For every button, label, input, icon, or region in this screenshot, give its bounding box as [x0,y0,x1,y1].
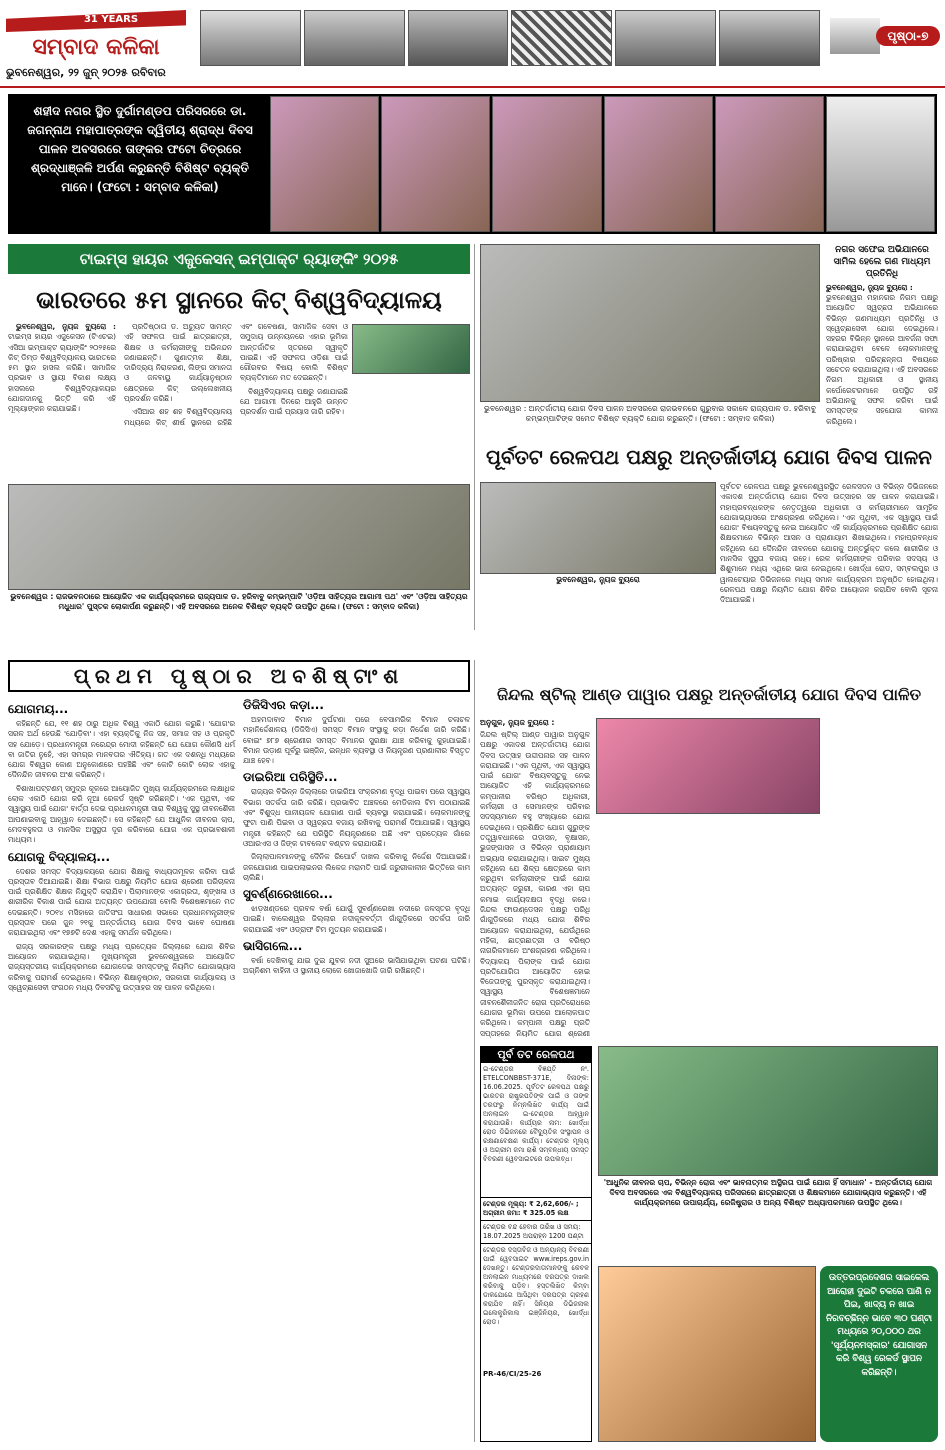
record-text: ଉତ୍ତରପ୍ରଦେଶର ସାଇକେଲ ଆରୋହୀ ଦୁଇଟି ଚକରେ ପାଣି ନ ପିଇ, ଖାଦ୍ୟ ନ ଖାଇ ନିରବଚ୍ଛିନ୍ନ ଭାବେ ୩୦ ଘଣ୍ଟା ମଧ୍ୟରେ ୨୦,୦୦୦ ଥର 'ସୂର୍ଯ୍ୟନମସ୍କାର' ଯୋଗାସନ କରି ବିଶ୍ୱ ରେକର୍ଡ ସ୍ଥାପନ କରିଛନ୍ତି। [825,1273,933,1378]
kiit-headline: ଭାରତରେ ୫ମ ସ୍ଥାନରେ କିଟ୍ ବିଶ୍ୱବିଦ୍ୟାଳୟ [36,286,442,314]
handcraft-photo [408,10,509,66]
record-box [820,1266,938,1442]
record-holder-photo [598,1266,816,1442]
jump-title-3: ଡିଜିସିଏର କଡ଼ା... [243,698,324,712]
jump-text-3: ଅହମଦାବାଦ ବିମାନ ଦୁର୍ଘଟଣା ପରେ ବେସାମରିକ ବିମାନ ଚଳାଚଳ ମହାନିର୍ଦ୍ଦେଶାଳୟ (ଡିଜିସିଏ) ସମସ୍ତ ବିମାନ ସଂସ୍ଥାକୁ କଡ଼ା ନିର୍ଦ୍ଦେଶ ଜାରି କରିଛି। ବୋଇଂ ୭୮୭ ଶ୍ରେଣୀର ସମସ୍ତ ବିମାନର ସୁରକ୍ଷା ଯାଞ୍ଚ କରିବାକୁ କୁହାଯାଇଛି। ବିମାନ ଉଡ଼ାଣ ପୂର୍ବରୁ ଇଞ୍ଜିନ, ଇନ୍ଧନ ବ୍ୟବସ୍ଥା ଓ ନିୟନ୍ତ୍ରଣ ପ୍ରଣାଳୀର ବିସ୍ତୃତ ଯାଞ୍ଚ ହେବ। [243,715,470,766]
jump-title-5: ସୁବର୍ଣ୍ଣରେଖାରେ... [243,887,333,902]
anniversary-label: 31 YEARS [83,14,139,25]
book-release-photo [8,484,470,590]
jump-title-4: ଡାଇରିଆ ପରିସ୍ଥିତି... [243,770,338,785]
tribute-photo-2 [381,96,490,232]
jump-title-6: ଭାସିଗଲେ... [243,939,303,954]
portrait-altar-photo [826,96,935,232]
jump-text-1b: ବିଶାଖାପଟ୍ଟଣମ୍ ସମୁଦ୍ର କୂଳରେ ଆୟୋଜିତ ମୁଖ୍ୟ କାର୍ଯ୍ୟକ୍ରମରେ ଲକ୍ଷାଧିକ ଲୋକ ଏକାଠି ଯୋଗ କରି ନୂଆ ରେକର୍ଡ ସୃଷ୍ଟି କରିଛନ୍ତି। 'ଏକ ପୃଥିବୀ, ଏକ ସ୍ୱାସ୍ଥ୍ୟ ପାଇଁ ଯୋଗ' ବାର୍ତ୍ତା ଦେଇ ପ୍ରଧାନମନ୍ତ୍ରୀ ସାରା ବିଶ୍ୱକୁ ସୁସ୍ଥ ଜୀବନଶୈଳୀ ଆପଣାଇବାକୁ ଆହ୍ୱାନ ଦେଇଛନ୍ତି। ସେ କହିଛନ୍ତି ଯେ ଆଧୁନିକ ଜୀବନର ଚାପ, ମେଦବହୁଳତା ଓ ମାନସିକ ଅସୁସ୍ଥତା ଦୂର କରିବାରେ ଯୋଗ ଏକ ପ୍ରଭାବଶାଳୀ ମାଧ୍ୟମ। [8,783,235,845]
page-label: ପୃଷ୍ଠା-୭ [876,26,940,46]
jump-text-2: ଦେଶର ସମସ୍ତ ବିଦ୍ୟାଳୟରେ ଯୋଗ ଶିକ୍ଷାକୁ ବାଧ୍ୟତାମୂଳକ କରିବା ପାଇଁ ପ୍ରସ୍ତାବ ଦିଆଯାଇଛି। ଶିକ୍ଷା ବିଭାଗ ପକ୍ଷରୁ ନିୟମିତ ଯୋଗ ଶ୍ରେଣୀ ପରିଚାଳନା ପାଇଁ ପ୍ରଶିକ୍ଷିତ ଶିକ୍ଷକ ନିଯୁକ୍ତି କରାଯିବ। ପିଲାମାନଙ୍କ ଏକାଗ୍ରତା, ଶୃଙ୍ଖଳା ଓ ଶାରୀରିକ ବିକାଶ ପାଇଁ ଯୋଗ ଅତ୍ୟନ୍ତ ଉପଯୋଗୀ ବୋଲି ବିଶେଷଜ୍ଞମାନେ ମତ ଦେଇଛନ୍ତି। ୨୦୧୪ ମସିହାରେ ଜାତିସଂଘ ସାଧାରଣ ସଭାରେ ପ୍ରଧାନମନ୍ତ୍ରୀଙ୍କ ପ୍ରସ୍ତାବ ପରେ ଜୁନ ୨୧କୁ ଅନ୍ତର୍ଜାତୀୟ ଯୋଗ ଦିବସ ଭାବେ ଘୋଷଣା କରାଯାଇଥିଲା ଏବଂ ୧୭୭ଟି ଦେଶ ଏହାକୁ ସମର୍ଥନ କରିଥିଲେ। [8,866,235,938]
kiit-campus-photo [352,324,470,374]
tender-title: ପୂର୍ବ ତଟ ରେଳପଥ [481,1047,591,1063]
jump-text-2b: ରାଜ୍ୟ ସରକାରଙ୍କ ପକ୍ଷରୁ ମଧ୍ୟ ପ୍ରତ୍ୟେକ ଜିଲ୍ଲାରେ ଯୋଗ ଶିବିର ଆୟୋଜନ କରାଯାଇଥିଲା। ମୁଖ୍ୟମନ୍ତ୍ରୀ ଭୁବନେଶ୍ୱରରେ ଆୟୋଜିତ ରାଜ୍ୟସ୍ତରୀୟ କାର୍ଯ୍ୟକ୍ରମରେ ଯୋଗଦେଇ ସମସ୍ତଙ୍କୁ ନିୟମିତ ଯୋଗାଭ୍ୟାସ କରିବାକୁ ପରାମର୍ଶ ଦେଇଥିଲେ। ବିଭିନ୍ନ ଶିକ୍ଷାନୁଷ୍ଠାନ, ସରକାରୀ କାର୍ଯ୍ୟାଳୟ ଓ ସ୍ୱେଚ୍ଛାସେବୀ ସଂଗଠନ ମଧ୍ୟ ଦିବସଟିକୁ ଉତ୍ସାହର ସହ ପାଳନ କରିଥିଲେ। [8,941,235,992]
jump-text-1: କହିଛନ୍ତି ଯେ, ୧୧ ଶହ ଠାରୁ ଅଧିକ ବିଶ୍ୱ ଏକାଠି ଯୋଗ କରୁଛି। 'ଯୋଗ'ର ସରଳ ଅର୍ଥ ହେଉଛି 'ଯୋଡ଼ିବା'। ଏହା ବ୍ୟକ୍ତିକୁ ନିଜ ସହ, ସମାଜ ସହ ଓ ପ୍ରକୃତି ସହ ଯୋଡ଼େ। ପ୍ରଧାନମନ୍ତ୍ରୀ ନରେନ୍ଦ୍ର ମୋଦୀ କହିଛନ୍ତି ଯେ ଯୋଗ କୌଣସି ଧର୍ମ ବା ଜାତିର ନୁହେଁ, ଏହା ସମଗ୍ର ମାନବତାର ଐତିହ୍ୟ। ଗତ ଏକ ଦଶନ୍ଧି ମଧ୍ୟରେ ଯୋଗ ବିଶ୍ୱର କୋଣ ଅନୁକୋଣରେ ପହଞ୍ଚିଛି ଏବଂ କୋଟି କୋଟି ଲୋକ ଏହାକୁ ଦୈନନ୍ଦିନ ଜୀବନର ଅଂଶ କରିଛନ୍ତି। [8,719,235,780]
jindal-dateline: ଅନୁଗୁଳ, ନ୍ୟୁଜ ବ୍ୟୁରୋ : [480,718,555,727]
kiit-para-3: ଏସିଆର ଶହ ଶହ ବିଶ୍ୱବିଦ୍ୟାଳୟ ମଧ୍ୟରେ କିଟ୍ ଶୀର୍ଷ ସ୍ଥାନରେ ରହିଛି ଏବଂ ଗବେଷଣା, ସାମାଜିକ ସେବା ଓ ସମୁଦାୟ ଉନ୍ନୟନରେ ଏହାର ଭୂମିକା ଆନ୍ତର୍ଜାତିକ ସ୍ତରରେ ସ୍ୱୀକୃତି ପାଇଛି। ଏହି ସଫଳତା ଓଡ଼ିଶା ପାଇଁ ଗୌରବର ବିଷୟ ବୋଲି ବିଶିଷ୍ଟ ବ୍ୟକ୍ତିମାନେ ମତ ଦେଇଛନ୍ତି। [124,322,348,427]
side-brief-headline: ନଗର ସଫେଇ ଅଭିଯାନରେ ସାମିଲ ହେଲେ ଗଣ ମାଧ୍ୟମ ପ୍ରତିନିଧି [833,245,931,279]
jump-text-4b: ଜିଲ୍ଲାପାଳମାନଙ୍କୁ ଦୈନିକ ରିପୋର୍ଟ ଦାଖଲ କରିବାକୁ ନିର୍ଦ୍ଦେଶ ଦିଆଯାଇଛି। ଜଳଯୋଗାଣ ପାଇପଲାଇନର ଲିକେଜ ମରାମତି ପାଇଁ ଜରୁରୀକାଳୀନ ଭିତ୍ତିରେ କାମ ଚାଲିଛି। [243,852,470,882]
jindal-body-left: ଜିନ୍ଦଲ ଷ୍ଟିଲ୍ ଆଣ୍ଡ ପାୱାର ଅନୁଗୁଳ ପକ୍ଷରୁ ଏକାଦଶ ଅନ୍ତର୍ଜାତୀୟ ଯୋଗ ଦିବସ ଉତ୍ସାହ ଉଦ୍ଦୀପନାର ସହ ପାଳନ କରାଯାଇଛି। 'ଏକ ପୃଥିବୀ, ଏକ ସ୍ୱାସ୍ଥ୍ୟ ପାଇଁ ଯୋଗ' ବିଷୟବସ୍ତୁକୁ ନେଇ ଆୟୋଜିତ ଏହି କାର୍ଯ୍ୟକ୍ରମରେ କମ୍ପାନୀର ବରିଷ୍ଠ ଅଧିକାରୀ, କର୍ମଚାରୀ ଓ ସେମାନଙ୍କ ପରିବାର ସଦସ୍ୟମାନେ ବହୁ ସଂଖ୍ୟାରେ ଯୋଗ ଦେଇଥିଲେ। ପ୍ରଶିକ୍ଷିତ ଯୋଗ ଗୁରୁଙ୍କ ତତ୍ତ୍ୱାବଧାନରେ ତାଡ଼ାସନ, ବୃକ୍ଷାସନ, ଭୁଜଙ୍ଗାସନ ଓ ବିଭିନ୍ନ ପ୍ରାଣାୟାମ ଅଭ୍ୟାସ କରାଯାଇଥିଲା। ସାଇଟ ମୁଖ୍ୟ କହିଥିଲେ ଯେ ଶିଳ୍ପ କ୍ଷେତ୍ରରେ କାମ କରୁଥିବା କର୍ମଚାରୀଙ୍କ ପାଇଁ ଯୋଗ ଅତ୍ୟନ୍ତ ଜରୁରୀ, କାରଣ ଏହା ଚାପ କମାଇ କାର୍ଯ୍ୟଦକ୍ଷତା ବୃଦ୍ଧି କରେ। ଜିନ୍ଦଲ ଫାଉଣ୍ଡେସନ ପକ୍ଷରୁ ପରିଧି ଗାଁଗୁଡ଼ିକରେ ମଧ୍ୟ ଯୋଗ ଶିବିର ଆୟୋଜନ କରାଯାଇଥିଲା, ଯେଉଁଥିରେ ମହିଳା, ଛାତ୍ରଛାତ୍ରୀ ଓ ବରିଷ୍ଠ ନାଗରିକମାନେ ଅଂଶଗ୍ରହଣ କରିଥିଲେ। ବିଦ୍ୟାଳୟ ପିଲାଙ୍କ ପାଇଁ ଯୋଗ ପ୍ରତିଯୋଗିତା ଆୟୋଜିତ ହୋଇ ବିଜେତାଙ୍କୁ ପୁରସ୍କୃତ କରାଯାଇଥିଲା। ସ୍ୱାସ୍ଥ୍ୟ ବିଶେଷଜ୍ଞମାନେ ଜୀବନଶୈଳୀଜନିତ ରୋଗ ପ୍ରତିରୋଧରେ ଯୋଗର ଭୂମିକା ଉପରେ ଆଲୋକପାତ କରିଥିଲେ। କମ୍ପାନୀ ପକ୍ଷରୁ ପ୍ରତି ସପ୍ତାହରେ ନିୟମିତ ଯୋଗ ଶ୍ରେଣୀ [480,730,590,1038]
kiit-dateline: ଭୁବନେଶ୍ୱର, ନ୍ୟୁଜ ବ୍ୟୁରୋ : [16,322,116,331]
children-photo [615,10,716,66]
kiit-para-1-text: ଟାଇମ୍ସ ହାୟର ଏଜୁକେସନ (ଟିଏଚଇ) ଏସିଆ ଇମ୍ପାକ୍ଟ ର୍‍ୟାଙ୍କିଂ ୨୦୨୫ରେ କିଟ୍ ଡିମ୍ଡ ବିଶ୍ୱବିଦ୍ୟାଳୟ ଭାରତରେ ୫ମ ସ୍ଥାନ ହାସଲ କରିଛି। ସାମାଜିକ ପ୍ରଭାବ ଓ ସ୍ଥାୟୀ ବିକାଶ ଲକ୍ଷ୍ୟ ହାସଲରେ ବିଶ୍ୱବିଦ୍ୟାଳୟର ଯୋଗଦାନକୁ ଭିତ୍ତି କରି ଏହି ମୂଲ୍ୟାଙ୍କନ କରାଯାଇଛି। [8,332,116,414]
kiit-body [8,322,348,480]
garden-yoga-photo [598,1046,938,1176]
jindal-body-right [826,718,938,814]
masthead-photo-strip [200,10,820,66]
paper-name-logo: ସମ୍ବାଦ କଳିକା [32,34,160,60]
tribute-photo-4 [604,96,713,232]
ecor-headline: ପୂର୍ବତଟ ରେଳପଥ ପକ୍ଷରୁ ଅନ୍ତର୍ଜାତୀୟ ଯୋଗ ଦିବସ ପାଳନ [486,445,932,469]
jindal-yoga-photo [596,718,820,814]
yoga-raj-bhavan-photo [480,244,820,402]
kiit-para-2: ପ୍ରତିଷ୍ଠାତା ଡ. ଅଚ୍ୟୁତ ସାମନ୍ତ ଏହି ସଫଳତା ପାଇଁ ଛାତ୍ରଛାତ୍ରୀ, ଶିକ୍ଷକ ଓ କର୍ମଚାରୀଙ୍କୁ ଅଭିନନ୍ଦନ ଜଣାଇଛନ୍ତି। ଗୁଣାତ୍ମକ ଶିକ୍ଷା, ଦାରିଦ୍ର୍ୟ ନିରାକରଣ, ଲିଙ୍ଗ ସମାନତା ଓ ଜଳବାୟୁ କାର୍ଯ୍ୟାନୁଷ୍ଠାନ କ୍ଷେତ୍ରରେ କିଟ୍ ଉଲ୍ଲେଖନୀୟ ପ୍ରଦର୍ଶନ କରିଛି। [124,322,232,404]
jindal-body-lower [596,818,938,1040]
masthead-rule [0,86,945,88]
kiit-column-rule [474,244,475,630]
kiit-para-4: ବିଶ୍ୱବିଦ୍ୟାଳୟ ପକ୍ଷରୁ ଜଣାଯାଇଛି ଯେ ଆଗାମୀ ଦିନରେ ଆହୁରି ଉନ୍ନତ ପ୍ରଦର୍ଶନ ପାଇଁ ପ୍ରୟାସ ଜାରି ରହିବ। [240,386,348,417]
temple-silhouette-icon [830,18,880,54]
yoga-raj-caption: ଭୁବନେଶ୍ୱର : ଅନ୍ତର୍ଜାତୀୟ ଯୋଗ ଦିବସ ପାଳନ ଅବସରରେ ରାଜଭବନରେ ଗୁରୁବାର ସକାଳେ ରାଜ୍ୟପାଳ ଡ. ହରିବାବୁ କମ୍ଭମ୍ପାଟିଙ୍କ ସମେତ ବିଶିଷ୍ଟ ବ୍ୟକ୍ତି ଯୋଗ କରୁଛନ୍ତି। (ଫଟୋ : ସମ୍ବାଦ କଳିକା) [483,404,817,423]
jump-banner-text: ପ୍ରଥମ ପୃଷ୍ଠାର ଅବଶିଷ୍ଟାଂଶ [73,664,405,688]
heritage-photo [304,10,405,66]
tender-closing: ଟେଣ୍ଡର ବନ୍ଦ ହେବାର ତାରିଖ ଓ ସମୟ: 18.07.2025 ଅପରାହ୍ନ 1200 ଘଣ୍ଟା [481,1220,591,1243]
kiit-kicker [8,244,470,274]
jump-title-1: ଯୋଗମୟ... [8,702,69,716]
tender-code: PR-46/CI/25-26 [483,1370,542,1378]
kicker-text: ଟାଇମ୍ସ ହାୟର ଏଜୁକେସନ୍ ଇମ୍ପାକ୍ଟ ର୍‍ୟାଙ୍କିଂ ୨୦୨୫ [79,250,399,268]
side-brief-dateline: ଭୁବନେଶ୍ୱର, ନ୍ୟୁଜ ବ୍ୟୁରୋ : [826,283,913,292]
jump-banner [8,660,470,692]
kiit-para-1 [8,322,116,415]
page-number-badge [830,18,940,54]
ecor-body-lower [480,590,716,652]
book-release-caption: ଭୁବନେଶ୍ୱର : ରାଜଭବନଠାରେ ଆୟୋଜିତ ଏକ କାର୍ଯ୍ୟକ୍ରମରେ ରାଜ୍ୟପାଳ ଡ. ହରିବାବୁ କମ୍ଭମ୍ପାଟି 'ଓଡ଼ିଆ ସାହିତ୍ୟର ଆଗାମୀ ପଥ' ଏବଂ 'ଓଡ଼ିଆ ସାହିତ୍ୟର ମଧୁଧାର' ପୁସ୍ତକ ଲୋକାର୍ପଣ କରୁଛନ୍ତି। ଏହି ଅବସରରେ ଅନେକ ବିଶିଷ୍ଟ ବ୍ୟକ୍ତି ଉପସ୍ଥିତ ଥିଲେ। (ଫଟୋ : ସମ୍ବାଦ କଳିକା) [10,592,468,611]
tribute-photo-5 [715,96,824,232]
ecor-photo-caption: ଭୁବନେଶ୍ୱର, ନ୍ୟୁଜ ବ୍ୟୁରୋ [556,575,640,584]
jump-body [8,698,470,1442]
art-pattern-photo [511,10,612,66]
tribute-photo-strip [270,96,935,232]
tender-body-2: ଟେଣ୍ଡର ଦସ୍ତାବିଜ ଓ ଅନ୍ୟାନ୍ୟ ବିବରଣୀ ପାଇଁ ୱେବସାଇଟ www.ireps.gov.in ଦେଖନ୍ତୁ। ଟେଣ୍ଡରଦାତାମାନଙ୍କୁ କେବଳ ଅନଲାଇନ ମାଧ୍ୟମରେ ଦରପତ୍ର ଦାଖଲ କରିବାକୁ ପଡ଼ିବ। ହସ୍ତଲିଖିତ କିମ୍ବା ଡାକଯୋଗେ ଆସିଥିବା ଦରପତ୍ର ଗ୍ରହଣ କରାଯିବ ନାହିଁ। ସିନିୟର ଡିଭିଜନାଲ ଇଲେକ୍ଟ୍ରିକାଲ ଇଞ୍ଜିନିୟର, ଖୋର୍ଦ୍ଧା ରୋଡ। [481,1243,591,1368]
tribute-caption: ଶହୀଦ ନଗର ସ୍ଥିତ ଦୁର୍ଗାମଣ୍ଡପ ପରିସରରେ ଡା. ଜଗନ୍ନାଥ ମହାପାତ୍ରଙ୍କ ଦ୍ୱିତୀୟ ଶ୍ରାଦ୍ଧ ଦିବସ ପାଳନ ଅବସରରେ ତାଙ୍କର ଫଟୋ ଚିତ୍ରରେ ଶ୍ରଦ୍ଧାଞ୍ଜଳି ଅର୍ପଣ କରୁଛନ୍ତି ବିଶିଷ୍ଟ ବ୍ୟକ୍ତି ମାନେ। (ଫଟୋ : ସମ୍ବାଦ କଳିକା) [27,104,253,194]
tribute-band [8,94,937,234]
jump-text-4: ରାଜ୍ୟର ବିଭିନ୍ନ ଜିଲ୍ଲାରେ ଡାଇରିଆ ସଂକ୍ରମଣ ବୃଦ୍ଧି ପାଇବା ପରେ ସ୍ୱାସ୍ଥ୍ୟ ବିଭାଗ ସତର୍କତା ଜାରି କରିଛି। ପ୍ରଭାବିତ ଅଞ୍ଚଳରେ ମେଡିକାଲ ଟିମ ପଠାଯାଇଛି ଏବଂ ବିଶୁଦ୍ଧ ପାନୀୟଜଳ ଯୋଗାଣ ପାଇଁ ବ୍ୟବସ୍ଥା କରାଯାଇଛି। ଲୋକମାନଙ୍କୁ ଫୁଟା ପାଣି ପିଇବା ଓ ସ୍ୱଚ୍ଛତା ବଜାୟ ରଖିବାକୁ ପରାମର୍ଶ ଦିଆଯାଇଛି। ସ୍ୱାସ୍ଥ୍ୟ ମନ୍ତ୍ରୀ କହିଛନ୍ତି ଯେ ପରିସ୍ଥିତି ନିୟନ୍ତ୍ରଣରେ ଅଛି ଏବଂ ପ୍ରତ୍ୟେକ ଗାଁରେ ଓଆରଏସ ଓ ଜିଙ୍କ ଟାବଲେଟ ବଣ୍ଟନ କରାଯାଉଛି। [243,787,470,848]
ecor-yoga-photo [480,482,716,574]
side-brief [826,244,938,434]
dateline: ଭୁବନେଶ୍ୱର, ୨୨ ଜୁନ୍ ୨୦୨୫ ରବିବାର [6,66,166,79]
jump-text-5: ଝାଡ଼ଖଣ୍ଡରେ ପ୍ରବଳ ବର୍ଷା ଯୋଗୁଁ ସୁବର୍ଣ୍ଣରେଖା ନଦୀରେ ଜଳସ୍ତର ବୃଦ୍ଧି ପାଇଛି। ବାଲେଶ୍ୱର ଜିଲ୍ଲାର ନଦୀକୂଳବର୍ତ୍ତୀ ଗାଁଗୁଡ଼ିକରେ ସତର୍କତା ଜାରି କରାଯାଇଛି ଏବଂ ଓଡ୍ରାଫ ଟିମ ମୁତୟନ କରାଯାଇଛି। [243,904,470,934]
masthead [0,0,945,88]
tribute-photo-1 [270,96,379,232]
women-photo [719,10,820,66]
temple-photo [200,10,301,66]
tribute-photo-3 [492,96,601,232]
ecor-body: ପୂର୍ବତଟ ରେଳପଥ ପକ୍ଷରୁ ଭୁବନେଶ୍ୱରସ୍ଥିତ ରେଳସଦନ ଓ ବିଭିନ୍ନ ଡିଭିଜନରେ ଏକାଦଶ ଅନ୍ତର୍ଜାତୀୟ ଯୋଗ ଦିବସ ଉତ୍ସାହର ସହ ପାଳନ କରାଯାଇଛି। ମହାପ୍ରବନ୍ଧକଙ୍କ ନେତୃତ୍ୱରେ ଅଧିକାରୀ ଓ କର୍ମଚାରୀମାନେ ସାମୂହିକ ଯୋଗାଭ୍ୟାସରେ ଅଂଶଗ୍ରହଣ କରିଥିଲେ। 'ଏକ ପୃଥିବୀ, ଏକ ସ୍ୱାସ୍ଥ୍ୟ ପାଇଁ ଯୋଗ' ବିଷୟବସ୍ତୁକୁ ନେଇ ଆୟୋଜିତ ଏହି କାର୍ଯ୍ୟକ୍ରମରେ ପ୍ରଶିକ୍ଷିତ ଯୋଗ ଶିକ୍ଷକମାନେ ବିଭିନ୍ନ ଆସନ ଓ ପ୍ରାଣାୟାମ ଶିଖାଇଥିଲେ। ମହାପ୍ରବନ୍ଧକ କହିଥିଲେ ଯେ ଦୈନନ୍ଦିନ ଜୀବନରେ ଯୋଗକୁ ଅନ୍ତର୍ଭୁକ୍ତ କଲେ ଶାରୀରିକ ଓ ମାନସିକ ସୁସ୍ଥତା ବଜାୟ ରହେ। ରେଳ କର୍ମଚାରୀଙ୍କ ପରିବାର ସଦସ୍ୟ ଓ ଶିଶୁମାନେ ମଧ୍ୟ ଏଥିରେ ଭାଗ ନେଇଥିଲେ। ଖୋର୍ଦ୍ଧା ରୋଡ, ସମ୍ବଲପୁର ଓ ୱାଲଟେୟାର ଡିଭିଜନରେ ମଧ୍ୟ ସମାନ କାର୍ଯ୍ୟକ୍ରମ ଅନୁଷ୍ଠିତ ହୋଇଥିଲା। ରେଳପଥ ପକ୍ଷରୁ ନିୟମିତ ଯୋଗ ଶିବିର ଆୟୋଜନ କରାଯିବ ବୋଲି ସୂଚନା ଦିଆଯାଇଛି। [720,482,938,605]
side-brief-body: ଭୁବନେଶ୍ୱର ମହାନଗର ନିଗମ ପକ୍ଷରୁ ଆୟୋଜିତ ସ୍ୱଚ୍ଛତା ଅଭିଯାନରେ ବିଭିନ୍ନ ଗଣମାଧ୍ୟମ ପ୍ରତିନିଧି ଓ ସ୍ୱେଚ୍ଛାସେବୀ ଯୋଗ ଦେଇଥିଲେ। ସହରର ବିଭିନ୍ନ ସ୍ଥାନରେ ଆବର୍ଜନା ସଫା କରାଯାଇଥିବା ବେଳେ ଲୋକମାନଙ୍କୁ ପରିଷ୍କାର ପରିଚ୍ଛନ୍ନତା ବିଷୟରେ ସଚେତନ କରାଯାଇଥିଲା। ଏହି ଅବସରରେ ନିଗମ ଅଧିକାରୀ ଓ ସ୍ଥାନୀୟ କର୍ପୋରେଟରମାନେ ଉପସ୍ଥିତ ରହି ଅଭିଯାନକୁ ସଫଳ କରିବା ପାଇଁ ସମସ୍ତଙ୍କ ସହଯୋଗ କାମନା କରିଥିଲେ। [826,293,938,426]
tender-ad [480,1046,592,1442]
lower-column-rule [474,660,475,1442]
garden-yoga-caption: 'ଆଧୁନିକ ଜୀବନର ଚାପ, ବିଭିନ୍ନ ରୋଗ ଏବଂ ଭାବନାତ୍ମକ ଅସ୍ଥିରତା ପାଇଁ ଯୋଗ ହିଁ ସମାଧାନ' - ଅନ୍ତର୍ଜାତୀୟ ଯୋଗ ଦିବସ ଅବସରରେ ଏକ ବିଶ୍ୱବିଦ୍ୟାଳୟ ପରିସରରେ ଛାତ୍ରଛାତ୍ରୀ ଓ ଶିକ୍ଷକମାନେ ଯୋଗାଭ୍ୟାସ କରୁଛନ୍ତି। ଏହି କାର୍ଯ୍ୟକ୍ରମରେ ଉପାଚାର୍ଯ୍ୟ, ରେଜିଷ୍ଟ୍ରାର ଓ ଅନ୍ୟ ବିଶିଷ୍ଟ ଅଧ୍ୟାପକମାନେ ଉପସ୍ଥିତ ଥିଲେ। [603,1178,933,1207]
tender-body: ଇ-ଟେଣ୍ଡର ବିଜ୍ଞପ୍ତି ନଂ. ETELCONBBST-371E, ଦିନାଙ୍କ: 16.06.2025. ପୂର୍ବତଟ ରେଳପଥ ପକ୍ଷରୁ ଭାରତର ରାଷ୍ଟ୍ରପତିଙ୍କ ପାଇଁ ଓ ତାଙ୍କ ତରଫରୁ ନିମ୍ନଲିଖିତ କାର୍ଯ୍ୟ ପାଇଁ ଅନଲାଇନ ଇ-ଟେଣ୍ଡର ଆହ୍ୱାନ କରାଯାଉଛି। କାର୍ଯ୍ୟର ନାମ: ଖୋର୍ଦ୍ଧା ରୋଡ ଡିଭିଜନରେ ବୈଦ୍ୟୁତିକ ସଂସ୍ଥାପନ ଓ ରକ୍ଷଣାବେକ୍ଷଣ କାର୍ଯ୍ୟ। ଟେଣ୍ଡର ମୂଲ୍ୟ ଓ ଅଗ୍ରୀମ ଜମା ରାଶି ସମ୍ବନ୍ଧୀୟ ସମସ୍ତ ବିବରଣୀ ୱେବସାଇଟରେ ଉପଲବ୍ଧ। [483,1065,589,1163]
jump-title-2: ଯୋଗକୁ ବିଦ୍ୟାଳୟ... [8,849,111,864]
jindal-headline: ଜିନ୍ଦଲ ଷ୍ଟିଲ୍ ଆଣ୍ଡ ପାୱାର ପକ୍ଷରୁ ଅନ୍ତର୍ଜାତୀୟ ଯୋଗ ଦିବସ ପାଳିତ [496,685,922,704]
jump-text-6: ବର୍ଷା ଦେଖିବାକୁ ଯାଇ ଦୁଇ ଯୁବକ ନଦୀ ସୁଅରେ ଭାସିଯାଇଥିବା ଘଟଣା ଘଟିଛି। ଅଗ୍ନିଶମ ବାହିନୀ ଓ ସ୍ଥାନୀୟ ଲୋକେ ଖୋଜାଖୋଜି ଜାରି ରଖିଛନ୍ତି। [243,956,470,976]
tender-value: ଟେଣ୍ଡର ମୂଲ୍ୟ: ₹ 2,62,606/- ; ଅଗ୍ରୀମ ଜମା: ₹ 325.05 ଲକ୍ଷ [481,1197,591,1220]
